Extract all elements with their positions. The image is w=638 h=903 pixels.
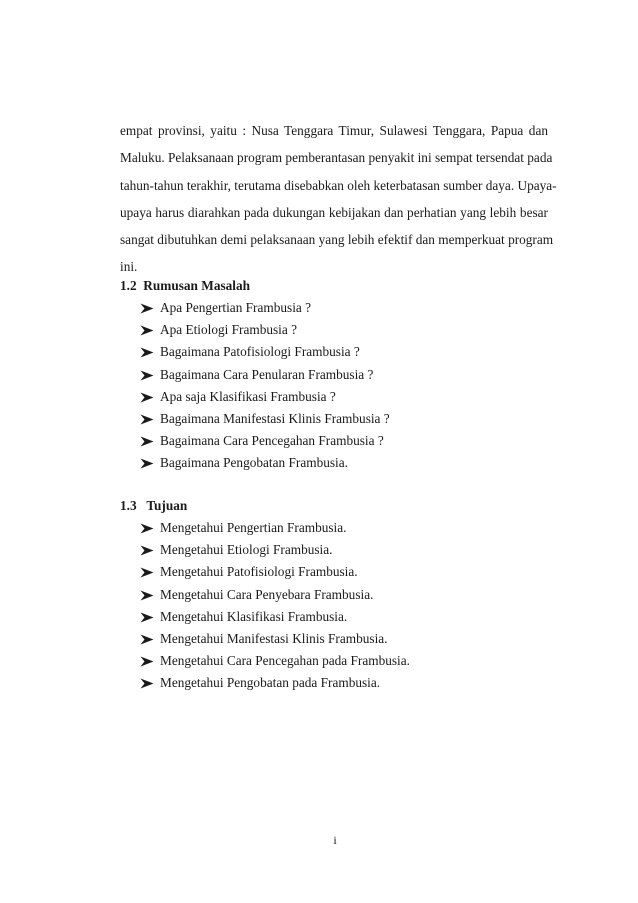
body-paragraph [120, 117, 557, 281]
list-item-text: Mengetahui Pengertian Frambusia. [160, 520, 347, 535]
page-number: i [333, 833, 337, 847]
list-item [120, 672, 560, 694]
bullet-list-rumusan-masalah [120, 297, 560, 475]
list-item [120, 430, 560, 452]
list-item [120, 628, 560, 650]
arrowhead-bullet-icon [140, 523, 154, 534]
list-item-text: Mengetahui Pengobatan pada Frambusia. [160, 675, 381, 691]
list-item-text: Mengetahui Klasifikasi Frambusia. [160, 608, 348, 624]
arrowhead-bullet-icon [140, 656, 154, 667]
list-item-text: Apa Pengertian Frambusia ? [160, 300, 312, 315]
list-item-text: Bagaimana Cara Penularan Frambusia ? [160, 366, 374, 382]
section-heading: 1.2 Rumusan Masalah [120, 278, 251, 293]
list-item-text: Mengetahui Patofisiologi Frambusia. [160, 564, 358, 580]
list-item-text: Apa saja Klasifikasi Frambusia ? [160, 388, 336, 404]
arrowhead-bullet-icon [140, 414, 154, 425]
paragraph-line: Maluku. Pelaksanaan program pemberantasan penyakit ini sempat tersendat pada [120, 150, 553, 166]
bullet-list-tujuan [120, 517, 560, 695]
arrowhead-bullet-icon [140, 303, 154, 314]
section-heading: 1.3 Tujuan [120, 498, 188, 513]
list-item-text: Mengetahui Manifestasi Klinis Frambusia. [160, 630, 388, 646]
section-rumusan-masalah [120, 275, 560, 475]
list-item [120, 452, 560, 474]
paragraph-line: upaya harus diarahkan pada dukungan kebijakan dan perhatian yang lebih besar [120, 204, 548, 220]
arrowhead-bullet-icon [140, 370, 154, 381]
list-item-text: Bagaimana Cara Pencegahan Frambusia ? [160, 433, 384, 449]
list-item [120, 319, 560, 341]
section-tujuan [120, 495, 560, 695]
list-item [120, 606, 560, 628]
arrowhead-bullet-icon [140, 678, 154, 689]
list-item [120, 517, 560, 539]
arrowhead-bullet-icon [140, 325, 154, 336]
list-item [120, 650, 560, 672]
paragraph-line: tahun-tahun terakhir, terutama disebabkan oleh keterbatasan sumber daya. Upaya- [120, 177, 557, 193]
paragraph-line: empat provinsi, yaitu : Nusa Tenggara Timur, Sulawesi Tenggara, Papua dan [120, 123, 548, 138]
list-item [120, 408, 560, 430]
arrowhead-bullet-icon [140, 545, 154, 556]
list-item [120, 297, 560, 319]
arrowhead-bullet-icon [140, 436, 154, 447]
arrowhead-bullet-icon [140, 590, 154, 601]
list-item [120, 539, 560, 561]
list-item [120, 341, 560, 363]
list-item-text: Mengetahui Cara Penyebara Frambusia. [160, 586, 374, 602]
list-item-text: Bagaimana Pengobatan Frambusia. [160, 455, 348, 471]
list-item-text: Apa Etiologi Frambusia ? [160, 322, 298, 338]
list-item-text: Mengetahui Cara Pencegahan pada Frambusia. [160, 653, 410, 669]
arrowhead-bullet-icon [140, 347, 154, 358]
arrowhead-bullet-icon [140, 458, 154, 469]
list-item-text: Bagaimana Manifestasi Klinis Frambusia ? [160, 410, 390, 426]
paragraph-line: ini. [120, 259, 138, 275]
list-item [120, 386, 560, 408]
list-item [120, 584, 560, 606]
arrowhead-bullet-icon [140, 567, 154, 578]
arrowhead-bullet-icon [140, 392, 154, 403]
arrowhead-bullet-icon [140, 612, 154, 623]
paragraph-line: sangat dibutuhkan demi pelaksanaan yang lebih efektif dan memperkuat program [120, 232, 554, 248]
list-item-text: Bagaimana Patofisiologi Frambusia ? [160, 344, 360, 360]
list-item [120, 364, 560, 386]
list-item [120, 561, 560, 583]
list-item-text: Mengetahui Etiologi Frambusia. [160, 542, 333, 558]
arrowhead-bullet-icon [140, 634, 154, 645]
